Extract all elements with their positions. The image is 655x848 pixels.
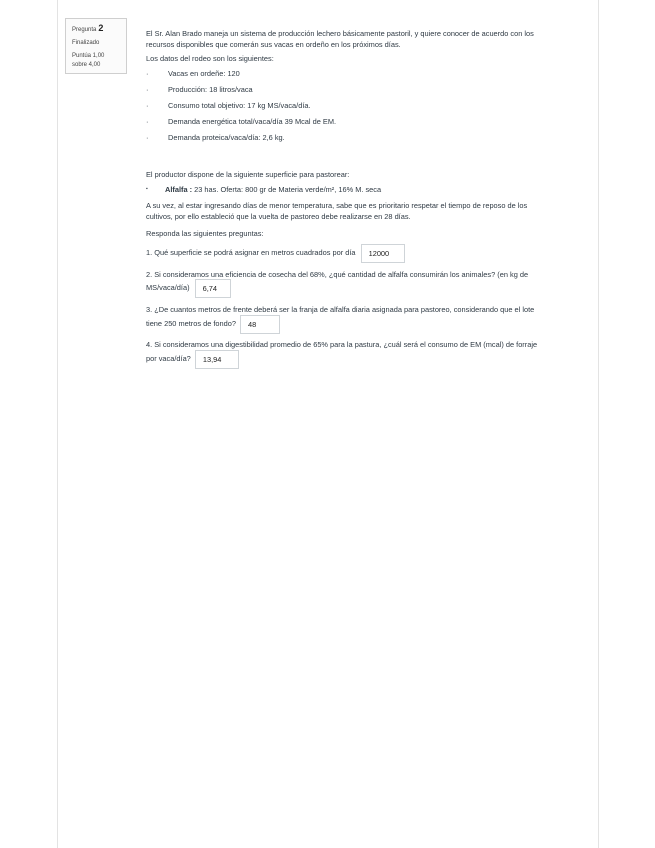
answer-input-3[interactable]: 48 (240, 315, 280, 334)
question-2-line-1: 2. Si consideramos una eficiencia de cosecha del 68%, ¿qué cantidad de alfalfa consumirán los animales? (en kg de (146, 270, 529, 279)
bullet-dot: · (146, 117, 149, 126)
herd-data-heading: Los datos del rodeo son los siguientes: (146, 54, 274, 63)
square-bullet: ▪ (146, 186, 148, 192)
bullet-dot: · (146, 101, 149, 110)
page-frame-right (598, 0, 599, 848)
page-frame-left (57, 0, 58, 848)
question-info-box (65, 18, 127, 74)
intro-line-2: recursos disponibles que comerán sus vacas en ordeño en los próximos días. (146, 40, 401, 49)
bullet-dot: · (146, 133, 149, 142)
answer-input-2[interactable]: 6,74 (195, 279, 231, 298)
rest-line-2: cultivos, por ello estableció que la vuelta de pastoreo debe realizarse en 28 días. (146, 212, 411, 221)
answer-input-1[interactable]: 12000 (361, 244, 405, 263)
intro-line-1: El Sr. Alan Brado maneja un sistema de producción lechero básicamente pastoril, y quiere conocer de acuerdo con los (146, 29, 534, 38)
questions-heading: Responda las siguientes preguntas: (146, 229, 264, 238)
question-label: Pregunta (72, 27, 97, 33)
answer-input-4[interactable]: 13,94 (195, 350, 239, 369)
grade-line-1: Puntúa 1,00 (72, 53, 105, 59)
question-4-line-2: por vaca/día? 13,94 (146, 349, 239, 369)
bullet-dot: · (146, 69, 149, 78)
question-3-line-2: tiene 250 metros de fondo? 48 (146, 314, 280, 334)
surface-intro: El productor dispone de la siguiente superficie para pastorear: (146, 170, 350, 179)
crop-text: 23 has. Oferta: 800 gr de Materia verde/m², 16% M. seca (192, 185, 382, 194)
question-number-line (72, 24, 126, 35)
bullet-dot: · (146, 85, 149, 94)
question-4-line-1: 4. Si consideramos una digestibilidad promedio de 65% para la pastura, ¿cuál será el consumo de EM (mcal) de forraje (146, 340, 538, 349)
crop-label: Alfalfa : (165, 185, 193, 194)
question-number: 2 (98, 23, 104, 33)
question-1: 1. Qué superficie se podrá asignar en metros cuadrados por día 12000 (146, 243, 405, 263)
question-state: Finalizado (72, 40, 100, 46)
grade-line-2: sobre 4,00 (72, 62, 101, 68)
question-2-line-2: MS/vaca/día) 6,74 (146, 278, 231, 298)
question-3-line-1: 3. ¿De cuantos metros de frente deberá ser la franja de alfalfa diaria asignada para pastoreo, considerando que el lote (146, 305, 535, 314)
rest-line-1: A su vez, al estar ingresando días de menor temperatura, sabe que es prioritario respetar el tiempo de reposo de los (146, 201, 528, 210)
question-grade (72, 52, 126, 70)
